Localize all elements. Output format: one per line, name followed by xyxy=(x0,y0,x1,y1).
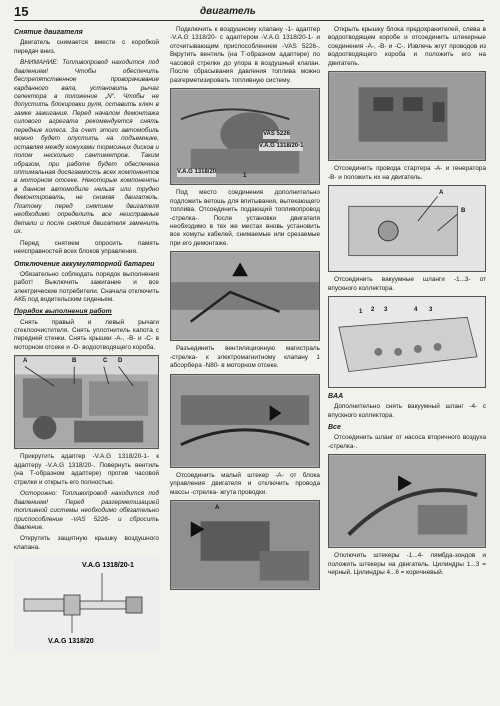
vent-line-photo xyxy=(171,375,319,467)
subheading-battery: Отключение аккумуляторной батареи xyxy=(14,260,155,268)
paragraph: Двигатель снимается вместе с коробкой передач вниз. xyxy=(14,39,159,55)
figure-fuse-box xyxy=(328,71,486,161)
column-middle xyxy=(170,26,320,594)
callout-4: 4 xyxy=(414,307,418,314)
label-vag-1318-20-1: V.A.G 1318/20-1 xyxy=(259,143,304,150)
callout-a: A xyxy=(439,190,444,197)
intake-manifold-drawing xyxy=(329,297,485,387)
header-rule xyxy=(14,20,484,21)
paragraph: Под место соединения дополнительно подложить ветошь для впитывания, вытекающего топлива. Отсоединить подающий топливопровод -стрелка-. После установки двигателя необходимо в тех же местах вновь установить все хомуты кабелей, снимаемые или срезаемые при его демонтаже. xyxy=(170,189,320,247)
label-vas-5226: VAS 5226 xyxy=(263,131,290,138)
figure-secondary-air xyxy=(328,454,486,548)
paragraph: Обязательно соблюдать порядок выполнения работ! Выключить зажигание и все электрические потребители. Сначала отключить АКБ под водительским сиденьем. xyxy=(14,270,159,304)
figure-fuel-valve-connection xyxy=(170,88,320,185)
callout-b: B xyxy=(72,358,77,365)
page-header xyxy=(0,0,500,22)
paragraph: Прикрутить адаптер -V.A.G 1318/20-1- к адаптеру -V.A.G 1318/20-. Повернуть вентиль (на Т-образном адаптере) против часовой стрелки и открыть его полностью. xyxy=(14,453,159,486)
figure-adapter-tools xyxy=(14,555,159,653)
paragraph: Открутить защитную крышку воздушного клапана. xyxy=(14,535,159,551)
paragraph: Дополнительно снять вакуумный шланг -4- с впускного коллектора. xyxy=(328,403,486,419)
callout-a: A xyxy=(23,358,28,365)
ecu-connector-photo xyxy=(171,501,319,589)
callout-c: C xyxy=(103,358,108,365)
paragraph: Открыть крышку блока предохранителей, слева в водоотводящем коробе и отсоединить штекерные соединения -А-, -В- и -С-. Извлечь жгут проводов из водоотводящего короба и положить его на двигатель. xyxy=(328,26,486,67)
paragraph: Разъединить вентиляционную магистраль -стрелка- к электромагнитному клапану 1 абсорбера -N80- в моторном отсеке. xyxy=(170,345,320,370)
secondary-air-photo xyxy=(329,455,485,547)
caution-paragraph: Осторожно: Топливопровод находится под давлением! Перед разгерметизацией топливной системы необходимо обязательно приспособление -VAS 5226- и сбросить давление. xyxy=(14,490,159,532)
label-vag-1318-20: V.A.G 1318/20 xyxy=(177,169,217,176)
callout-2: 2 xyxy=(371,307,375,314)
engine-bay-photo xyxy=(15,356,158,448)
callout-3-second: 3 xyxy=(429,307,433,314)
figure-fuel-line xyxy=(170,251,320,341)
figure-engine-bay-covers xyxy=(14,355,159,449)
paragraph: Перед снятием опросить память неисправностей всех блоков управления. xyxy=(14,239,159,256)
subheading-all: Все xyxy=(328,424,341,432)
column-right xyxy=(328,26,486,581)
starter-wires-drawing xyxy=(329,186,485,271)
fuse-box-photo xyxy=(329,72,485,160)
figure-intake-manifold xyxy=(328,296,486,388)
warning-paragraph: ВНИМАНИЕ: Топливопровод находится под давлением! Чтобы обеспечить беспрепятственное проворачивание карданного вала, установить рычаг селектора в положение „N“. Чтобы не допустить блокировки руля, оставить ключ в замке зажигания. Перед началом демонтажа силового агрегата рекомендуется снять передние колеса. За счет этого автомобиль можно будет опустить на подъемнике, оставляя между кожухами тормозных дисков и полом несколько сантиметров. Таким образом, при работе будет обеспечена оптимальная досягаемость всех компонентов в моторном отсеке. Некоторые компоненты в данном автомобиле нельзя или трудно демонтировать, не снимая двигатель. Поэтому перед снятием двигателя необходимо определить все неисправные детали и после снятия двигателя заменить их. xyxy=(14,59,159,236)
paragraph: Подключить к воздушному клапану -1- адаптер -V.A.G 1318/20- с адаптером -V.A.G 1318/20-1- и отсчитывающим приспособлением -VAS 5226-. Вкрутить вентиль (на Т-образном адаптере) по часовой стрелке до упора в воздушный клапан. После сбрасывания давления топлива можно разгерметизировать топливную систему. xyxy=(170,26,320,84)
paragraph: Отсоединить малый штекер -А- от блока управления двигателя и отключить провода массы -стрелка- жгута проводки. xyxy=(170,471,320,496)
callout-a: A xyxy=(215,505,220,512)
figure-ecu-connector xyxy=(170,500,320,590)
callout-1: 1 xyxy=(243,173,247,180)
subheading-procedure: Порядок выполнения работ xyxy=(14,307,112,315)
fuel-line-photo xyxy=(171,252,319,340)
callout-b: B xyxy=(461,208,466,215)
page-number: 15 xyxy=(14,4,29,19)
paragraph: Отсоединить вакуумные шланги -1...3- от впускного коллектора. xyxy=(328,276,486,292)
figure-vent-line xyxy=(170,374,320,468)
callout-d: D xyxy=(118,358,123,365)
section-heading-engine-removal: Снятие двигателя xyxy=(14,29,83,36)
page-title: двигатель xyxy=(200,6,256,17)
subheading-baa: BAA xyxy=(328,393,344,401)
figure-starter-wires xyxy=(328,185,486,272)
paragraph: Отсоединить провода стартера -А- и генератора -В- и положить их на двигатель. xyxy=(328,165,486,181)
callout-3: 3 xyxy=(384,307,388,314)
callout-1: 1 xyxy=(359,309,363,316)
label-vag-1318-20-1: V.A.G 1318/20-1 xyxy=(82,562,134,570)
paragraph: Снять правый и левый рычаги стеклоочистителя. Снять уплотнитель капота с передней стенки. Снять крышки -А-, -В- и -С- в моторном отсеке и -D- водоотводящего короба. xyxy=(14,318,159,351)
paragraph: Отключить штекеры -1...4- лямбда-зондов и положить штекеры на двигатель. Цилиндры 1...3 = черный. Цилиндры 4...6 = коричневый. xyxy=(328,552,486,577)
column-left xyxy=(14,26,159,657)
paragraph: Отсоединить шланг от насоса вторичного воздуха -стрелка-. xyxy=(328,434,486,450)
label-vag-1318-20: V.A.G 1318/20 xyxy=(48,638,94,646)
